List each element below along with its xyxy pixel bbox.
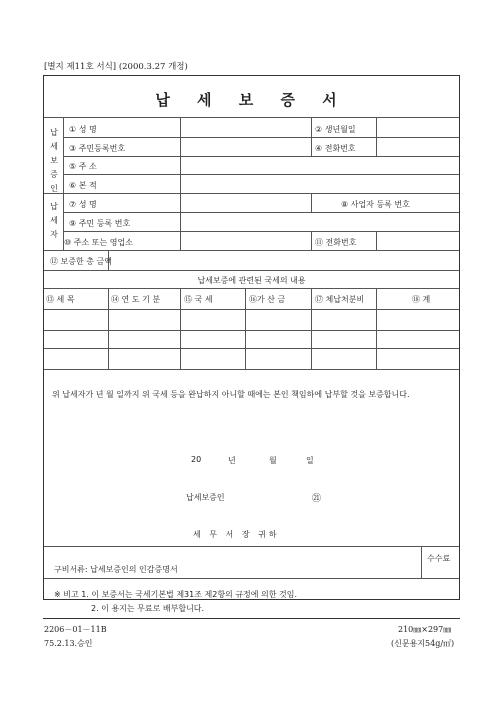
taxpayer-name-label: ⑦ 성 명 (69, 200, 97, 209)
seal-mark: ㉑ (312, 494, 322, 504)
taxpayer-bizreg-label: ⑧ 사업자 등록 번호 (341, 200, 410, 209)
taxpayer-phone-label: ⑪ 전화번호 (315, 238, 357, 247)
guarantor-group-label: 납세보증인 (50, 128, 58, 193)
date-month: 월 (269, 456, 277, 465)
taxpayer-rrn-label: ⑨ 주민 등록 번호 (69, 219, 131, 228)
guarantee-statement: 위 납세자가 년 월 일까지 위 국세 등을 완납하지 아니할 때에는 본인 책임하에 납부할 것을 보증합니다. (52, 390, 410, 399)
fee-label: 수수료 (427, 554, 451, 563)
required-documents: 구비서류: 납세보증인의 인감증명서 (54, 565, 178, 574)
guarantor-domicile-label: ⑥ 본 적 (69, 181, 97, 190)
col-year: ⑭ 연 도 기 분 (111, 295, 161, 304)
col-tax-item: ⑬ 세 목 (46, 295, 75, 304)
footer-code: 2206－01－11B (44, 625, 107, 634)
recipient: 세 무 서 장 귀하 (193, 530, 280, 539)
note-1: ※ 비고 1. 이 보증서는 국세기본법 제31조 제2항의 규정에 의한 것임. (54, 590, 298, 599)
taxpayer-address-label: ⑩ 주소 또는 영업소 (64, 238, 133, 247)
taxpayer-group-label: 납세자 (50, 202, 58, 239)
col-national-tax: ⑮ 국 세 (184, 295, 213, 304)
footer-paper: (신문용지54g/㎡) (391, 639, 455, 648)
footer-size: 210㎜×297㎜ (398, 625, 452, 634)
date-day: 일 (306, 456, 314, 465)
date-year: 년 (228, 456, 236, 465)
guarantor-rrn-label: ③ 주민등록번호 (69, 144, 126, 153)
guarantor-birthdate-label: ② 생년월일 (315, 125, 356, 134)
guarantor-phone-label: ④ 전화번호 (315, 144, 356, 153)
form-header: [별지 제11호 서식] (2000.3.27 개정) (44, 62, 188, 72)
tax-section-title: 납세보증에 관련된 국세의 내용 (197, 276, 306, 285)
guarantor-name-label: ① 성 명 (69, 125, 97, 134)
guarantee-amount-label: ⑫ 보증한 총 금액 (50, 257, 112, 266)
form-title: 납 세 보 증 서 (155, 91, 348, 109)
guarantor-address-label: ⑤ 주 소 (69, 162, 97, 171)
col-penalty: ⑯가 산 금 (249, 295, 286, 304)
col-total: ⑱ 계 (412, 295, 431, 304)
form-frame (43, 75, 460, 613)
date-year-prefix: 20 (191, 455, 202, 464)
col-disposition-fee: ⑰ 체납처분비 (315, 295, 365, 304)
signer-label: 납세보증인 (186, 493, 225, 502)
footer-approval: 75.2.13.승인 (44, 639, 93, 648)
note-2: 2. 이 용지는 무료로 배부합니다. (91, 604, 205, 613)
footer-divider (43, 618, 460, 619)
